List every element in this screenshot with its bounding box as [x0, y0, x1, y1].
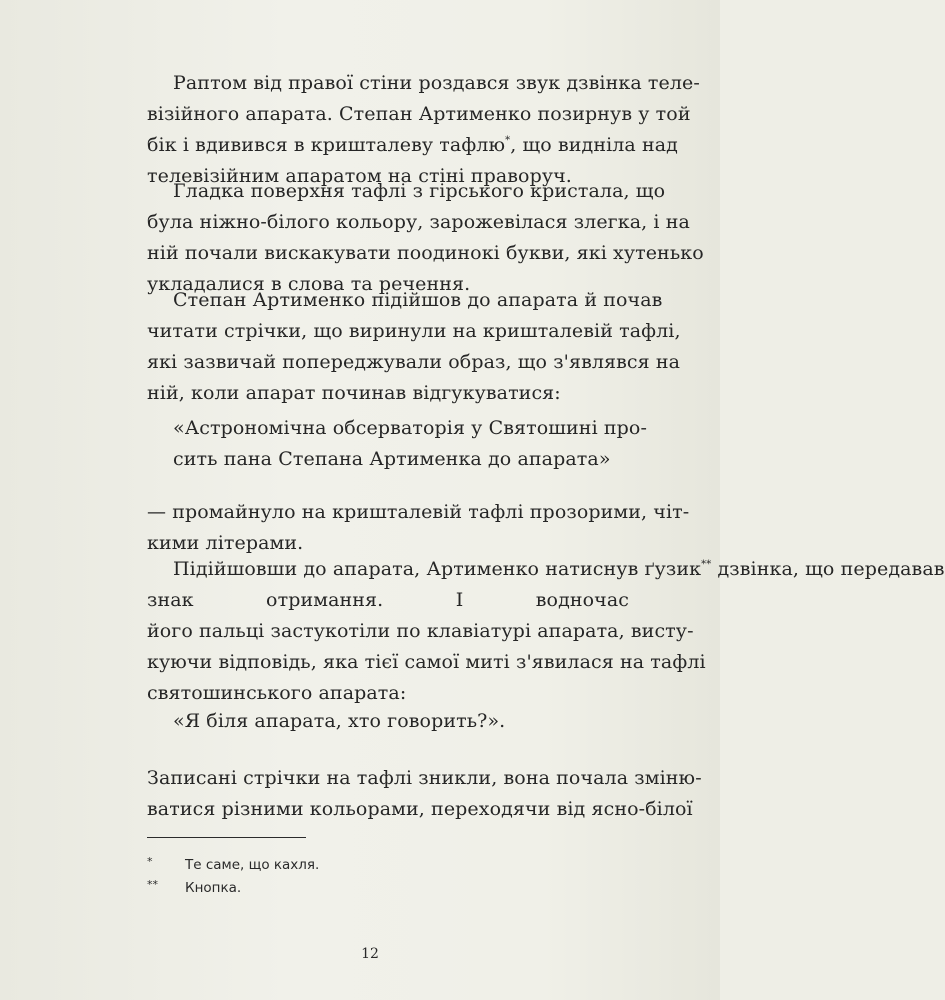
text-line: читати стрічки, що виринули на кришталевій тафлі, — [147, 320, 681, 342]
quote-telegram-message — [173, 413, 647, 475]
text-line: була ніжно-білого кольору, зарожевілася злегка, і на — [147, 211, 690, 233]
text-line: куючи відповідь, яка тієї самої миті з'явилася на тафлі — [147, 651, 706, 673]
text-line: укладалися в слова та речення. — [147, 273, 471, 295]
footnote-2 — [147, 876, 241, 897]
text-line — [147, 130, 678, 161]
text-fragment: бік і вдивився в кришталеву тафлю — [147, 134, 506, 156]
footnote-mark: ** — [147, 878, 158, 891]
footnote-reference: ** — [701, 559, 712, 570]
text-fragment: дзвінка, що передавав — [711, 558, 945, 580]
text-line: візійного апарата. Степан Артименко позирнув у той — [147, 103, 691, 125]
footnote-1 — [147, 853, 319, 874]
footnote-text: Кнопка. — [185, 880, 242, 896]
footnote-mark: * — [147, 855, 153, 868]
paragraph-1 — [147, 68, 700, 192]
text-line: Степан Артименко підійшов до апарата й почав — [173, 289, 663, 311]
text-line: Записані стрічки на тафлі зникли, вона почала зміню- — [147, 767, 702, 789]
text-fragment: Підійшовши до апарата, Артименко натиснув ґузик — [173, 558, 702, 580]
text-line — [147, 554, 945, 585]
text-line: святошинського апарата: — [147, 682, 407, 704]
text-line: сить пана Степана Артименка до апарата» — [173, 448, 611, 470]
paragraph-6 — [147, 763, 702, 825]
text-line: ній, коли апарат починав відгукуватися: — [147, 382, 561, 404]
text-line: його пальці застукотіли по клавіатурі апарата, висту- — [147, 620, 694, 642]
footnote-text: Те саме, що кахля. — [185, 857, 320, 873]
quote-reply-message — [173, 706, 629, 737]
paragraph-3 — [147, 285, 681, 409]
text-line: кими літерами. — [147, 532, 304, 554]
paragraph-5 — [147, 554, 945, 709]
text-line: телевізійним апаратом на стіні праворуч. — [147, 165, 572, 187]
text-line: Гладка поверхня тафлі з гірського кристала, що — [173, 180, 666, 202]
page-number: 12 — [361, 946, 379, 962]
text-line: ній почали вискакувати поодинокі букви, які хутенько — [147, 242, 704, 264]
footnote-reference: * — [505, 135, 511, 146]
text-line: ватися різними кольорами, переходячи від ясно-білої — [147, 798, 693, 820]
text-line: — промайнуло на кришталевій тафлі прозорими, чіт- — [147, 501, 690, 523]
text-line: які зазвичай попереджували образ, що з'являвся на — [147, 351, 681, 373]
text-line: «Я біля апарата, хто говорить?». — [173, 710, 506, 732]
text-line: Раптом від правої стіни роздався звук дзвінка теле- — [173, 72, 700, 94]
text-fragment: , що виднiла над — [510, 134, 678, 156]
text-line: «Астрономічна обсерваторія у Святошині про- — [173, 417, 647, 439]
paragraph-4 — [147, 497, 690, 559]
text-line: знак отримання. І водночас — [147, 589, 629, 611]
footnote-divider — [147, 837, 306, 838]
